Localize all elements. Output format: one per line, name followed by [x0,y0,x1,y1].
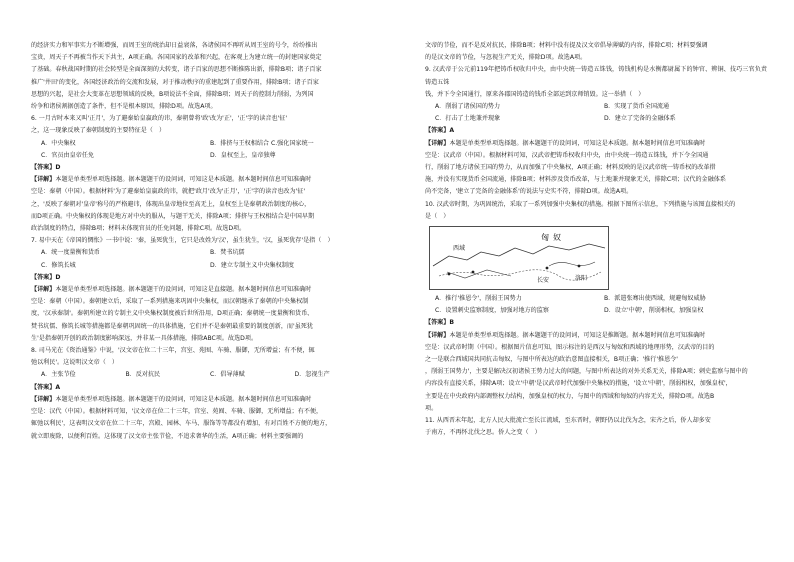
right-column [425,40,767,439]
question-stem: 是（ ） [425,212,450,220]
map-figure [429,226,609,290]
option-b: B．焚书坑儒 [210,249,245,257]
intro-paragraph: 的经济实力和军事实力不断增强，而周王室的统治却日益衰落，各诸侯国不再听从周王室的号令，纷纷推出 宝贵，周天子不再被当作天下共主，A项正确。各国国家的改革和兴起，在客观上为建立统一的封建国家奠定 了基础。春秋战国时期的社会转型是全面深刻的大转变，诸子百家的思想不断推陈出新，排除B项；诸子百家 推广'井田'的变化，各国经济政治的交流和发展，对于推动秩序的重建起到了重要作用，排除B项；诸子百家 思想的兴起，是社会大变革在思想领域的反映，B项说法不全面，排除B项；周天子的控制力削弱，为列国 纷争和诸侯割据创造了条件，但不是根本原因，排除D项。故选A项。 [31,42,322,111]
map-site [578,265,581,268]
option-d: D．忽视生产 [294,371,330,379]
map-label-luoyang: 洛阳 [575,275,588,283]
option-b: B．反对抗民 [125,371,161,379]
question-9 [425,64,767,198]
question-stem: 钱，并下令全国通行，原来各郡国铸造的钱币全部运到京师销毁。这一举措（ ） [425,90,645,98]
question-stem: 于南方，不再怀北伐之思。侨人之变（ ） [425,429,541,437]
map-site [448,273,451,276]
explanation: 【详解】本题是单类型单项选择题。据本题题干的设问词，可知这是本质题。据本题时间信息可知准确时 空是：汉代（中国）。根据材料可知，'汉文帝在位二十三年，宫室、苑囿、车骑、服御，无所增益；有不便， 辄弛以利民'，这表明汉文帝在位二十三年，宫殿、园林、车马、服饰等等都没有增加，有对百姓不方便的地方， 就立即废除，以便利百姓。这体现了汉文帝主张节俭，不追求奢华的生活，A项正确；材料主要强调的 [31,395,332,440]
map-label-xiongnu-1: 匈 [541,233,549,243]
option-a: A．削弱了诸侯国的势力 [435,103,501,111]
options [425,101,767,125]
explanation: 【详解】本题是单类型单项选择题。据本题题干的设问词，可知这是本质题。据本题时间信息可知准确时 空是：秦朝（中国）。根据材料'为了避秦始皇嬴政的讳，就把'政月'改为'正月'，'正'字的读音也改为'征' 之，'反映了秦朝对'皇帝'称号的严格避讳，体现出皇帝地位至高无上，皇权至上是秦朝政治制度的核心， 而D项正确。中央集权的体现是地方对中央的服从，与题干无关，排除A项；排挤与王权相结合是中国早期 政治制度的特点，排除B项；材料未体现官员的任免问题，排除C项。故选D项。 [31,176,315,233]
question-stem: 9. 汉武帝于公元前119年把铸币权收归中央，由中央统一铸造五铢钱，铸钱机构是水衡都尉属下的钟官、辨铜、技巧三官负责铸造五铢 [425,66,767,86]
answer: 【答案】A [425,127,455,135]
option-d: D．建立专制主义中央集权制度 [210,261,294,269]
options [31,247,373,271]
option-c: C．打击了土地兼并现象 [435,115,501,123]
question-stem: 10. 汉武帝时期，为巩固统治，采取了一系列加强中央集权的措施。根据下图所示信息，下列措施与该图直接相关的 [425,200,736,208]
option-a: A．主张节俭 [41,371,76,379]
question-8 [31,345,373,443]
question-stem: 11. 从西晋末年起，北方人民大批流亡至长江流域，至东晋时，朝野仍以北伐为念，宋齐之后，侨人却多安 [425,417,711,425]
answer: 【答案】D [31,273,61,281]
question-stem: 8. 司马光在《资治通鉴》中说，'汉文帝在位二十三年，宫室、苑囿、车骑、服御，无所增益；有不便，辄 [31,347,315,355]
map-label-changan: 长安 [537,277,550,285]
option-c: C．修筑长城 [41,261,76,269]
question-stem: 之，这一现象反映了秦朝制度的主要特征是（ ） [31,127,166,135]
question-10 [425,199,767,415]
map-site [546,267,549,270]
option-c: C．设置刺史监察制度，加强对地方的监察 [435,307,549,315]
options [31,138,373,162]
option-b: B．派遣张骞出使西域，规避匈奴威胁 [604,295,706,303]
option-a: A．统一度量衡和货币 [41,249,101,257]
map-label-xiongnu-2: 奴 [553,233,561,243]
options [425,293,767,317]
question-7 [31,235,373,345]
intro-paragraph: 文帝的节俭，而不是反对抗民，排除B项；材料中没有提及汉文帝倡导薄赋的内容，排除C项；材料要强调 的是汉文帝的节俭，与忽视生产无关，排除D项。故选A项。 [425,42,708,62]
map-site [472,271,475,274]
option-a: A．中央集权 [41,139,76,147]
options [31,369,373,381]
question-stem: 弛以利民'。这说明汉文帝（ ） [31,359,118,367]
historical-map [429,226,609,290]
option-c: C．官员由皇帝任免 [41,151,95,159]
explanation: 【详解】本题是单类型单项选择题。据本题题干的设问词，可知这是推断题。据本题时间信息可知准确时 空是：汉武帝时期（中国）。根据图片信息可知，图示标注的是西汉与匈奴和西域的地理形势，汉武帝的目的 之一是联合西域国共同抗击匈奴，与图中所表达的政治意图直接相关，B项正确；'推行'推恩令' ，削弱王国势力'，主要是解决汉初诸侯王势力过大的问题，与图中所表达的对外关系无关，排除A项；刺史监察与图中的 内容没有直接关系，排除A项；设立'中朝'是汉武帝时代加强中央集权的措施，'设立'中朝'，削弱相权，加强皇权'， 主要是在中央政府内部调整权力结构，加强皇权的权力，与图中的西域和匈奴的内容无关，排除D项。故选B 项。 [425,331,748,412]
option-c: C．倡导薄赋 [210,371,245,379]
question-stem: 7. 易中天在《帝国的惆怅》一书中说：'秦，虽死犹生，它只是改姓为'汉'，虽生犹生，'汉，虽死犹存'是指（ ） [31,237,334,245]
answer: 【答案】D [31,164,61,172]
option-d: D．建立了完备的金融体系 [604,115,676,123]
option-a: A．推行'推恩令'，削弱王国势力 [435,295,522,303]
left-column [31,40,373,443]
option-b: B．排挤与王权相结合 C.强化国家统一 [210,139,314,147]
explanation: 【详解】本题是单类型单项选择题。据本题题干的设问词，可知这是本质题。据本题时间信息可知准确时 空是：汉武帝（中国）。根据材料可知，汉武帝把铸币权收归中央，由中央统一铸造五铢钱，并下令全国通 行，削弱了地方诸侯王国的势力，从而加强了中央集权，A项正确；材料反映的是汉武帝统一铸币权的改革措 施，并没有实现货币全国流通，排除B项；材料涉及货币改革，与土地兼并现象无关，排除C项；汉代的金融体系 尚不完备，'建立了完备的金融体系'的说法与史实不符，排除D项。故选A项。 [425,139,726,196]
explanation: 【详解】本题是单类型单项选择题。据本题题干的设问词，可知这是直接题。据本题时间信息可知准确时 空是：秦朝（中国）。秦朝建立后，采取了一系列措施来巩固中央集权，而汉朝继承了秦朝的中央集权制 度，'汉承秦制'。秦朝所建立的专制主义中央集权制度被后世所沿用，D项正确；秦朝统一度量衡和货币、 焚书坑儒、修筑长城等措施都是秦朝巩固统一的具体措施，它们并不是秦朝最重要的制度创新，而'虽死犹 生'是指秦朝开创的政治制度影响深远，并非某一具体措施，排除ABC项。故选D项。 [31,286,314,342]
question-11 [425,415,767,439]
option-d: D．皇权至上，皇帝独尊 [210,151,276,159]
map-label-xiyu: 西域 [453,245,466,253]
question-stem: 6. 一月古时本来又叫'正月'，为了避秦始皇嬴政的讳，秦朝曾将'政'改为'正'，'正'字的读音也'征' [31,115,288,123]
answer: 【答案】A [31,383,61,391]
answer: 【答案】B [425,319,455,327]
option-d: D．设立'中朝'，削弱相权，加强皇权 [604,307,704,315]
option-b: B．实现了货币全国流通 [604,103,670,111]
question-6 [31,113,373,235]
